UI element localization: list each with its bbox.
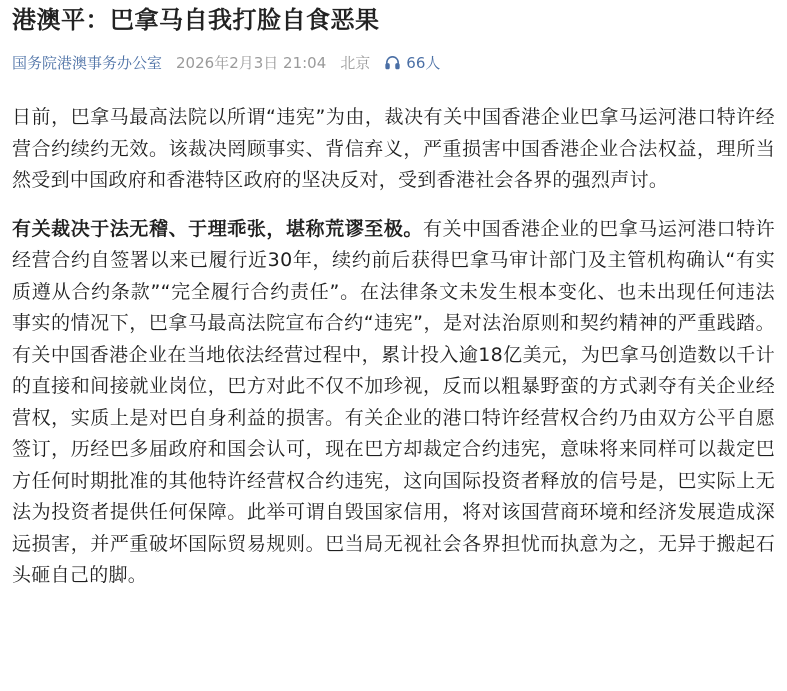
article-paragraph-1 — [12, 102, 775, 197]
article-body — [12, 102, 775, 592]
headphones-icon — [384, 54, 401, 71]
publish-date: 2026年2月3日 21:04 — [176, 53, 327, 72]
listen-button[interactable] — [384, 52, 440, 73]
publish-location: 北京 — [340, 53, 371, 72]
listen-count: 66人 — [406, 53, 441, 72]
article-meta — [12, 50, 775, 74]
source-link[interactable]: 国务院港澳事务办公室 — [12, 53, 163, 72]
paragraph-1-text: 日前，巴拿马最高法院以所谓“违宪”为由，裁决有关中国香港企业巴拿马运河港口特许经营合约续约无效。该裁决罔顾事实、背信弃义，严重损害中国香港企业合法权益，理所当然受到中国政府和香港特区政府的坚决反对，受到香港社会各界的强烈声讨。 — [12, 106, 775, 191]
article-paragraph-2 — [12, 214, 775, 592]
paragraph-2-text: 有关中国香港企业的巴拿马运河港口特许经营合约自签署以来已履行近30年，续约前后获得巴拿马审计部门及主管机构确认“有实质遵从合约条款”“完全履行合约责任”。在法律条文未发生根本变化、也未出现任何违法事实的情况下，巴拿马最高法院宣布合约“违宪”，是对法治原则和契约精神的严重践踏。有关中国香港企业在当地依法经营过程中，累计投入逾18亿美元，为巴拿马创造数以千计的直接和间接就业岗位，巴方对此不仅不加珍视，反而以粗暴野蛮的方式剥夺有关企业经营权，实质上是对巴自身利益的损害。有关企业的港口特许经营权合约乃由双方公平自愿签订，历经巴多届政府和国会认可，现在巴方却裁定合约违宪，意味将来同样可以裁定巴方任何时期批准的其他特许经营权合约违宪，这向国际投资者释放的信号是，巴实际上无法为投资者提供任何保障。此举可谓自毁国家信用，将对该国营商环境和经济发展造成深远损害，并严重破坏国际贸易规则。巴当局无视社会各界担忧而执意为之，无异于搬起石头砸自己的脚。 — [12, 217, 775, 586]
article-title: 港澳平：巴拿马自我打脸自食恶果 — [12, 6, 380, 34]
paragraph-2-lead: 有关裁决于法无稽、于理乖张，堪称荒谬至极。 — [12, 217, 423, 240]
